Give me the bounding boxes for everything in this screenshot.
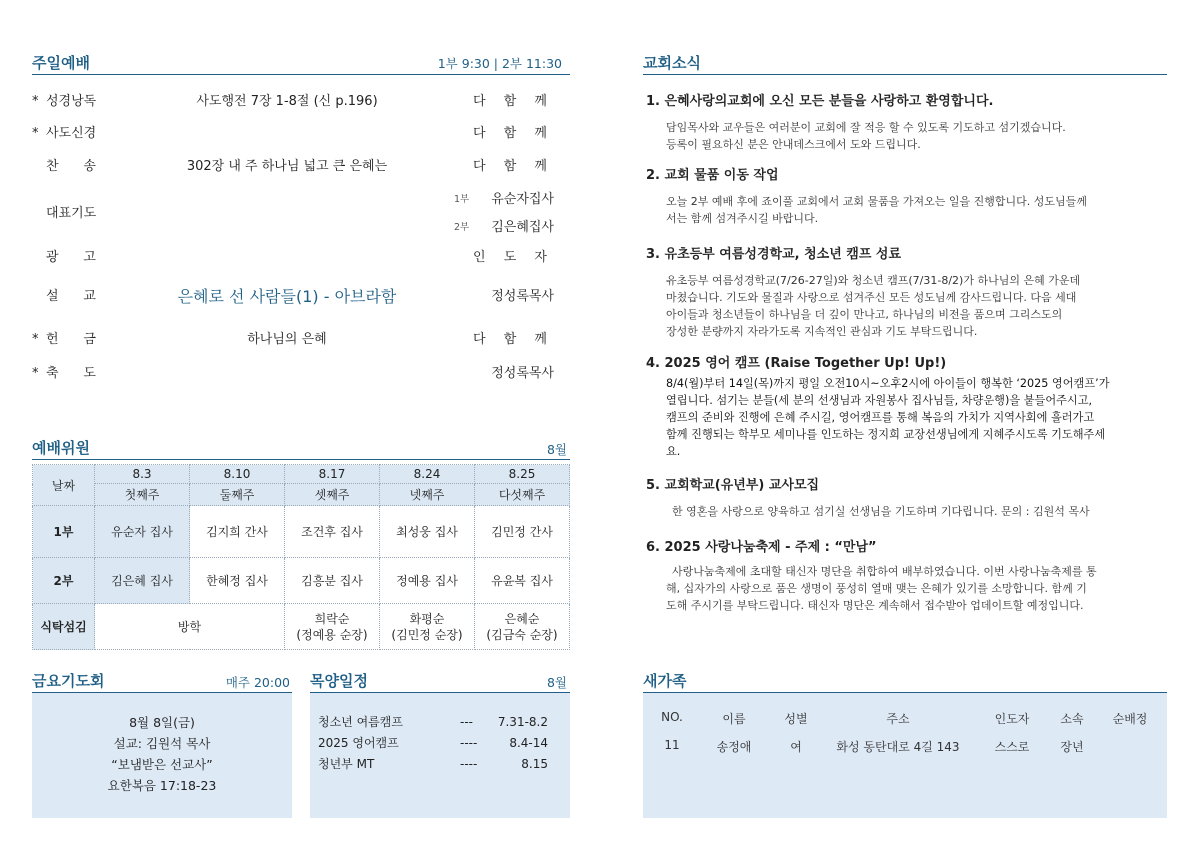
worship-who: 정성록목사 (491, 366, 554, 381)
worship-rule (32, 74, 570, 75)
family-cell: 화성 동탄대로 4길 143 (836, 740, 960, 754)
worship-label: 광 고 (46, 250, 96, 265)
family-header: 주소 (886, 712, 910, 726)
worship-who: 다 함 께 (473, 159, 554, 174)
news-heading-6: 6. 2025 사랑나눔축제 - 주제 : “만남” (646, 540, 877, 555)
worship-who: 다 함 께 (473, 126, 554, 141)
duty-row-2bu: 2부 김은혜 집사 한혜정 집사 김흥분 집사 정예용 집사 유윤복 집사 (33, 558, 570, 604)
worship-label: 축 도 (46, 366, 96, 381)
worship-row-creed: * 사도신경 다 함 께 (32, 120, 562, 148)
family-header: 이름 (722, 712, 746, 726)
worship-label: 찬 송 (46, 159, 96, 174)
worship-title: 주일예배 (32, 54, 90, 72)
news-heading-2: 2. 교회 물품 이동 작업 (646, 168, 779, 183)
news-body-3: 유초등부 여름성경학교(7/26-27일)와 청소년 캠프(7/31-8/2)가 하나님의 은혜 가운데 마쳤습니다. 기도와 물질과 사랑으로 섬겨주신 모든 성도님께 감사드립니다. 다음 세대 아이들과 청소년들이 하나님을 더 깊이 만나고, 하나님의 비전을 품으며 그리스도의 장성한 분량까지 자라가도록 지속적인 관심과 기도 부탁드립니다. (666, 274, 1081, 338)
worship-content: 하나님의 은혜 (247, 332, 327, 347)
family-header: 성별 (784, 712, 808, 726)
duty-title: 예배위원 (32, 439, 90, 457)
worship-time: 1부 9:30 | 2부 11:30 (437, 56, 562, 71)
worship-row-benediction: * 축 도 정성록목사 (32, 360, 562, 388)
family-header: 소속 (1060, 712, 1084, 726)
duty-row-1bu: 1부 유순자 집사 김지희 간사 조건후 집사 최성웅 집사 김민정 간사 (33, 506, 570, 558)
worship-row-hymn (32, 153, 562, 181)
worship-who: 정성록목사 (491, 289, 554, 304)
worship-row-reading: * 성경낭독 사도행전 7장 1-8절 (신 p.196) 다 함 께 (32, 88, 562, 116)
friday-time: 매주 20:00 (225, 675, 290, 690)
duty-date-header: 날짜 (33, 465, 95, 506)
family-header: 순배정 (1112, 712, 1148, 726)
family-cell: 여 (790, 740, 802, 754)
pastoral-list (318, 712, 548, 775)
family-header: NO. (661, 710, 683, 724)
family-title: 새가족 (643, 672, 687, 690)
worship-row-offering: * 헌 금 하나님의 은혜 다 함 께 (32, 326, 562, 354)
news-body-5: 한 영혼을 사랑으로 양육하고 섬기실 선생님을 기도하며 기다립니다. 문의 : 김원석 목사 (672, 505, 1090, 518)
worship-content: 302장 내 주 하나님 넓고 큰 은혜는 (186, 159, 388, 174)
news-title: 교회소식 (643, 54, 701, 72)
family-cell: 장년 (1060, 740, 1084, 754)
worship-who: 인 도 자 (473, 250, 554, 265)
duty-table: 날짜 8.3 8.10 8.17 8.24 8.25 첫째주 둘째주 셋째주 넷째주 다섯째주 1부 유순자 집사 김지희 간사 조건후 집사 최성웅 집사 김민정 간사 2부 김은혜 집사 한혜정 집사 김흥분 집사 정예용 집사 유윤복 집사 식탁섬김 방학 희락순 (정예용 순장) 화평순 (김민정 순장) 은혜순 (김금숙 순장) (32, 464, 570, 650)
friday-title: 금요기도회 (32, 672, 105, 690)
worship-row-sermon (32, 283, 562, 311)
family-cell: 스스로 (994, 740, 1030, 754)
worship-content: 사도행전 7장 1-8절 (신 p.196) (196, 94, 378, 109)
news-body-6: 사랑나눔축제에 초대할 태신자 명단을 취합하여 배부하였습니다. 이번 사랑나눔축제를 통 해, 십자가의 사랑으로 품은 생명이 풍성히 열매 맺는 은혜가 있기를 소망합니다. 함께 기 도해 주시기를 부탁드립니다. 태신자 명단은 계속해서 접수받아 업데이트할 예정입니다. (666, 565, 1097, 612)
duty-rule (32, 459, 570, 460)
worship-who: 유순자집사 (491, 192, 554, 207)
worship-who: 김은혜집사 (491, 220, 554, 235)
worship-label: 성경낭독 (46, 94, 97, 109)
news-heading-1: 1. 은혜사랑의교회에 오신 모든 분들을 사랑하고 환영합니다. (646, 94, 994, 109)
worship-who: 다 함 께 (473, 332, 554, 347)
family-header: 인도자 (994, 712, 1030, 726)
list-item: 청소년 여름캠프 --- 7.31-8.2 (318, 715, 548, 729)
news-body-1: 담임목사와 교우들은 여러분이 교회에 잘 적응 할 수 있도록 기도하고 섬기겠습니다. 등록이 필요하신 분은 안내데스크에서 도와 드립니다. (666, 121, 1066, 151)
news-body-4: 8/4(월)부터 14일(목)까지 평일 오전10시~오후2시에 아이들이 행복한 ‘2025 영어캠프’가 열립니다. 섬기는 분들(세 분의 선생님과 자원봉사 집사님들, 차량운행)을 붙들어주시고, 캠프의 준비와 진행에 은혜 주시길, 영어캠프를 통해 복음의 가치가 지역사회에 흘러가고 함께 진행되는 학부모 세미나를 인도하는 정지희 교장선생님에게 지혜주시도록 기도해주세 요. (666, 377, 1110, 458)
worship-row-announce (32, 244, 562, 272)
worship-label: 설 교 (46, 289, 96, 304)
duty-month: 8월 (546, 442, 567, 457)
worship-label: 대표기도 (46, 206, 97, 221)
list-item: 2025 영어캠프 ---- 8.4-14 (318, 736, 548, 750)
worship-who: 다 함 께 (473, 94, 554, 109)
list-item: 청년부 MT ---- 8.15 (318, 757, 548, 771)
friday-content: 8월 8일(금) 설교: 김원석 목사 “보냄받은 선교사” 요한복음 17:18-23 (107, 715, 217, 793)
worship-label: 사도신경 (46, 126, 97, 141)
worship-label: 헌 금 (46, 332, 96, 347)
news-heading-5: 5. 교회학교(유년부) 교사모집 (646, 478, 820, 493)
family-cell: 송정애 (716, 740, 752, 754)
news-heading-3: 3. 유초등부 여름성경학교, 청소년 캠프 성료 (646, 247, 902, 262)
worship-row-prayer: 대표기도 1부 유순자집사 2부 김은혜집사 (32, 186, 562, 244)
pastoral-month: 8월 (546, 675, 567, 690)
news-rule (643, 74, 1167, 75)
pastoral-title: 목양일정 (310, 672, 368, 690)
family-cell: 11 (664, 738, 680, 752)
duty-row-table-service: 식탁섬김 방학 희락순 (정예용 순장) 화평순 (김민정 순장) 은혜순 (김금숙 순장) (33, 604, 570, 650)
news-body-2: 오늘 2부 예배 후에 죠이풀 교회에서 교회 물품을 가져오는 일을 진행합니다. 성도님들께 서는 함께 섬겨주시길 바랍니다. (666, 195, 1087, 225)
sermon-title: 은혜로 선 사람들(1) - 아브라함 (177, 287, 397, 306)
news-heading-4: 4. 2025 영어 캠프 (Raise Together Up! Up!) (646, 356, 947, 371)
